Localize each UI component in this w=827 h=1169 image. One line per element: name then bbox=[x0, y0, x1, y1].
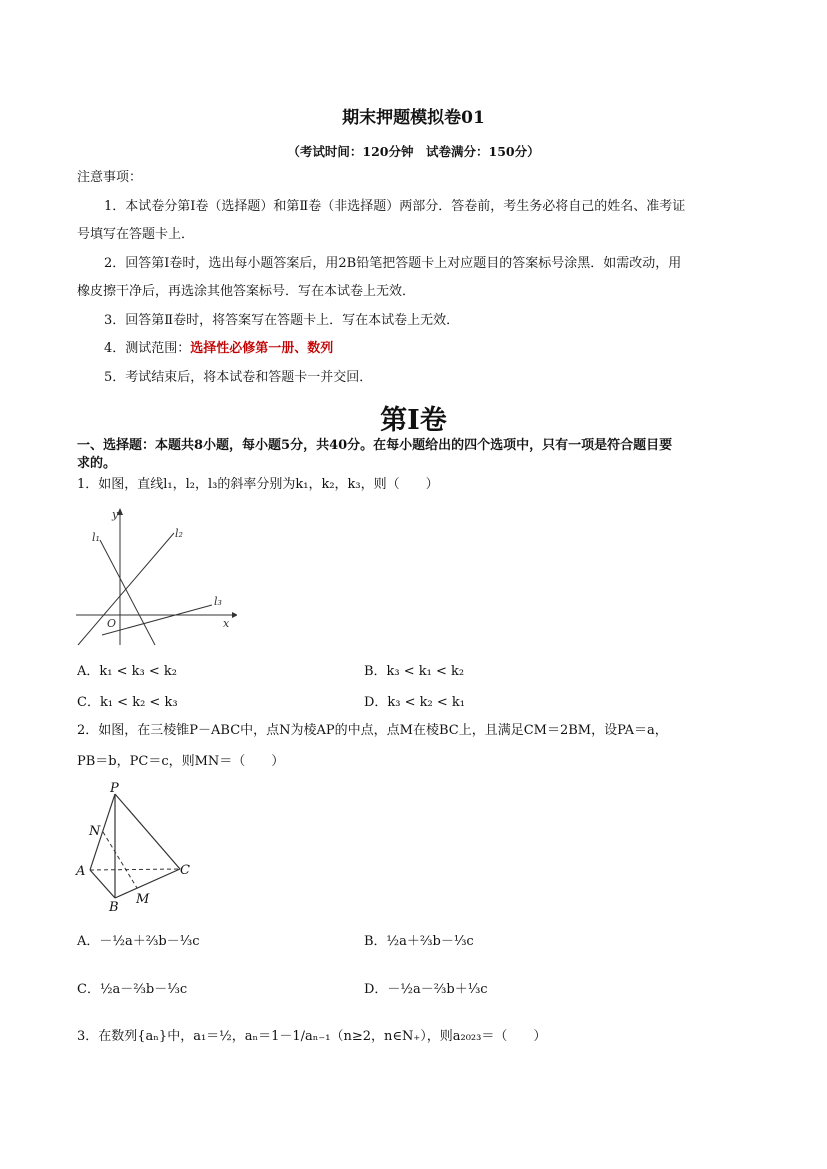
label-p: P bbox=[110, 781, 119, 796]
exam-info: （考试时间：120分钟 试卷满分：150分） bbox=[287, 144, 540, 159]
label-m: M bbox=[136, 892, 150, 907]
q2-stem-b: PB＝b，PC＝c，则MN＝（ ） bbox=[77, 754, 285, 769]
notice-heading: 注意事项： bbox=[77, 170, 143, 185]
label-c: C bbox=[180, 863, 190, 878]
x-axis-arrow-icon bbox=[232, 612, 237, 618]
label-n: N bbox=[89, 824, 101, 839]
notice-item-4-prefix: 4．测试范围： bbox=[104, 341, 191, 356]
q2-option-a[interactable]: A．－½a＋⅔b－⅓c bbox=[77, 934, 200, 949]
q2-option-b[interactable]: B．½a＋⅔b－⅓c bbox=[364, 934, 474, 949]
notice-item-1a: 1．本试卷分第Ⅰ卷（选择题）和第Ⅱ卷（非选择题）两部分．答卷前，考生务必将自己的姓名、准考证 bbox=[104, 199, 686, 214]
notice-item-1b: 号填写在答题卡上． bbox=[77, 227, 195, 242]
edge-pc bbox=[115, 794, 180, 869]
edge-ac-hidden bbox=[90, 869, 180, 870]
notice-item-2a: 2．回答第Ⅰ卷时，选出每小题答案后，用2B铅笔把答题卡上对应题目的答案标号涂黑．如需改动，用 bbox=[104, 256, 682, 271]
q1-option-d[interactable]: D．k₃ < k₂ < k₁ bbox=[364, 695, 466, 710]
q1-option-a[interactable]: A．k₁ < k₃ < k₂ bbox=[77, 664, 177, 679]
notice-item-5: 5．考试结束后，将本试卷和答题卡一并交回． bbox=[104, 370, 373, 385]
edge-ab bbox=[90, 870, 115, 898]
q2-option-c[interactable]: C．½a－⅔b－⅓c bbox=[77, 982, 188, 997]
q1-stem: 1．如图，直线l₁，l₂，l₃的斜率分别为k₁，k₂，k₃，则（ ） bbox=[77, 477, 439, 492]
segment-mn bbox=[103, 832, 137, 888]
label-a: A bbox=[76, 864, 86, 879]
label-l2: l₂ bbox=[175, 527, 183, 540]
notice-item-3: 3．回答第Ⅱ卷时，将答案写在答题卡上．写在本试卷上无效． bbox=[104, 313, 460, 328]
test-scope: 选择性必修第一册、数列 bbox=[190, 341, 334, 356]
q2-stem-a: 2．如图，在三棱锥P－ABC中，点N为棱AP的中点，点M在棱BC上，且满足CM＝2BM，设PA＝a， bbox=[77, 723, 668, 738]
q1-option-c[interactable]: C．k₁ < k₂ < k₃ bbox=[77, 695, 178, 710]
label-y: y bbox=[112, 508, 119, 521]
section-title: 第Ⅰ卷 bbox=[380, 405, 447, 436]
notice-item-2b: 橡皮擦干净后，再选涂其他答案标号．写在本试卷上无效． bbox=[77, 284, 416, 299]
line-l3 bbox=[102, 605, 212, 635]
label-b: B bbox=[109, 900, 119, 915]
q1-figure bbox=[72, 505, 237, 650]
label-origin: O bbox=[107, 617, 117, 630]
q1-option-b[interactable]: B．k₃ < k₁ < k₂ bbox=[364, 664, 465, 679]
section-instructions-b: 求的。 bbox=[77, 456, 117, 471]
q3-stem: 3．在数列{aₙ}中，a₁＝½，aₙ＝1－1/aₙ₋₁（n≥2，n∈N₊），则a₂₀₂₃＝（ ） bbox=[77, 1029, 547, 1044]
page-title: 期末押题模拟卷01 bbox=[342, 108, 485, 128]
label-l1: l₁ bbox=[92, 531, 100, 544]
section-instructions-a: 一、选择题：本题共8小题，每小题5分，共40分。在每小题给出的四个选项中，只有一项是符合题目要 bbox=[77, 438, 673, 453]
notice-item-4 bbox=[104, 339, 333, 359]
label-x: x bbox=[223, 617, 230, 630]
q2-option-d[interactable]: D．－½a－⅔b＋⅓c bbox=[364, 982, 488, 997]
label-l3: l₃ bbox=[214, 595, 222, 608]
q2-figure bbox=[72, 780, 202, 915]
